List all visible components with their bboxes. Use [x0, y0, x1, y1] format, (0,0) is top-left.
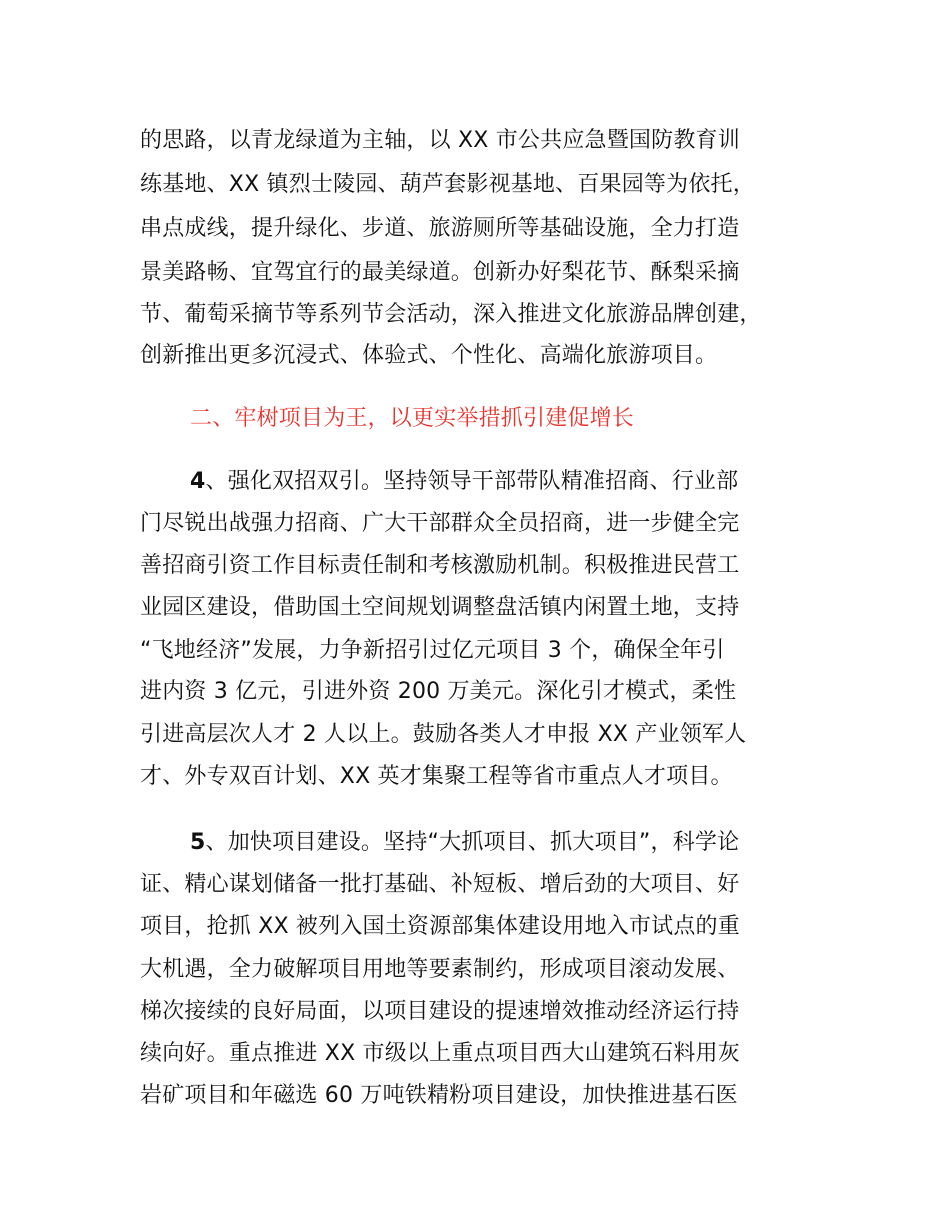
paragraph-line: 续向好。重点推进 XX 市级以上重点项目西大山建筑石料用灰 [140, 1041, 740, 1066]
paragraph-line: 善招商引资工作目标责任制和考核激励机制。积极推进民营工 [140, 553, 740, 578]
paragraph-line: 练基地、XX 镇烈士陵园、葫芦套影视基地、百果园等为依托， [140, 172, 755, 197]
paragraph-line: 引进高层次人才 2 人以上。鼓励各类人才申报 XX 产业领军人 [140, 722, 747, 747]
paragraph-line: 门尽锐出战强力招商、广大干部群众全员招商，进一步健全完 [140, 511, 740, 536]
paragraph-line: 大机遇，全力破解项目用地等要素制约，形成项目滚动发展、 [140, 957, 740, 982]
item-5-number: 5 [190, 830, 206, 855]
section-heading: 二、牢树项目为王，以更实举措抓引建促增长 [190, 406, 635, 431]
paragraph-line: 创新推出更多沉浸式、体验式、个性化、高端化旅游项目。 [140, 343, 718, 368]
item-4-number: 4 [190, 469, 206, 494]
paragraph-line: 证、精心谋划储备一批打基础、补短板、增后劲的大项目、好 [140, 872, 740, 897]
paragraph-line: 才、外专双百计划、XX 英才集聚工程等省市重点人才项目。 [140, 764, 733, 789]
paragraph-line: 节、葡萄采摘节等系列节会活动，深入推进文化旅游品牌创建， [140, 302, 762, 327]
paragraph-line: “飞地经济”发展，力争新招引过亿元项目 3 个，确保全年引 [140, 638, 725, 663]
paragraph-line: 梯次接续的良好局面，以项目建设的提速增效推动经济运行持 [140, 999, 740, 1024]
item-4-first-line [190, 467, 738, 497]
paragraph-line: 业园区建设，借助国土空间规划调整盘活镇内闲置土地，支持 [140, 595, 740, 620]
paragraph-line: 岩矿项目和年磁选 60 万吨铁精粉项目建设，加快推进基石医 [140, 1083, 738, 1108]
paragraph-line: 景美路畅、宜驾宜行的最美绿道。创新办好梨花节、酥梨采摘 [140, 260, 740, 285]
paragraph-line: 的思路，以青龙绿道为主轴，以 XX 市公共应急暨国防教育训 [140, 128, 740, 153]
item-5-title: 、加快项目建设。坚持“大抓项目、抓大项目”，科学论 [205, 830, 740, 855]
item-4-title: 、强化双招双引。坚持领导干部带队精准招商、行业部 [205, 469, 739, 494]
paragraph-line: 项目，抢抓 XX 被列入国土资源部集体建设用地入市试点的重 [140, 914, 740, 939]
paragraph-line: 串点成线，提升绿化、步道、旅游厕所等基础设施，全力打造 [140, 216, 740, 241]
paragraph-line: 进内资 3 亿元，引进外资 200 万美元。深化引才模式，柔性 [140, 679, 737, 704]
item-5-first-line [190, 828, 739, 858]
